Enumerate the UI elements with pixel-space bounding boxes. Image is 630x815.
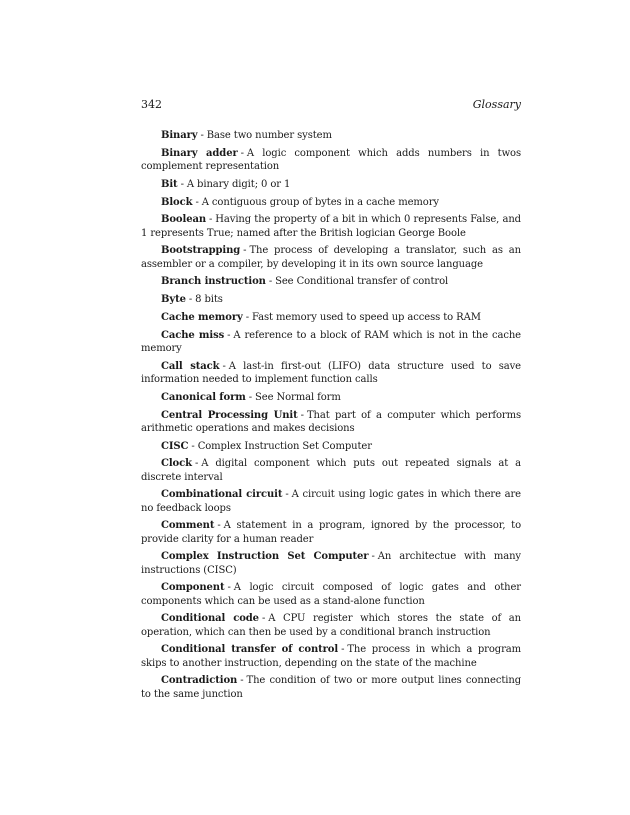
glossary-term: CISC [161, 440, 189, 452]
running-head [141, 98, 521, 112]
term-separator: - [227, 329, 231, 341]
glossary-term: Comment [161, 520, 215, 532]
glossary-entry [141, 581, 521, 607]
glossary-definition: The process in which a program skips to another instruction, depending on the state of the machine [141, 644, 522, 669]
glossary-definition: See Normal form [255, 391, 341, 403]
glossary-entry [141, 244, 521, 270]
glossary-term: Binary adder [161, 147, 238, 159]
glossary-entry [141, 550, 521, 576]
glossary-entry [141, 178, 521, 191]
glossary-entry [141, 674, 521, 700]
glossary-definition: A contiguous group of bytes in a cache memory [201, 196, 439, 208]
glossary-entry [141, 213, 521, 239]
glossary-entry [141, 519, 521, 545]
glossary-definition: A reference to a block of RAM which is not in the cache memory [141, 329, 521, 354]
term-separator: - [261, 613, 266, 625]
glossary-term: Bit [161, 178, 178, 190]
glossary-term: Boolean [161, 214, 207, 226]
glossary-entry [141, 129, 521, 142]
term-separator: - [194, 458, 199, 470]
glossary-definition: A logic component which adds numbers in twos complement representation [141, 147, 521, 172]
glossary-definition: Fast memory used to speed up access to RAM [252, 311, 481, 323]
glossary-definition: A binary digit; 0 or 1 [186, 178, 291, 190]
glossary-term: Binary [161, 130, 198, 141]
section-title: Glossary [472, 98, 521, 111]
term-separator: - [248, 391, 252, 403]
glossary-term: Combinational circuit [161, 489, 283, 501]
glossary-term: Call stack [161, 360, 220, 372]
glossary-definition: Base two number system [206, 130, 332, 141]
glossary-term: Cache memory [161, 311, 243, 323]
glossary-entry [141, 488, 521, 514]
glossary-entry [141, 196, 521, 209]
term-separator: - [209, 214, 213, 226]
glossary-definition: Complex Instruction Set Computer [197, 440, 372, 452]
glossary-entry [141, 440, 521, 453]
glossary-term: Bootstrapping [161, 245, 241, 257]
glossary-definition: The process of developing a translator, such as an assembler or a compiler, by developing it in its own source language [141, 245, 521, 270]
glossary-list [141, 129, 521, 701]
glossary-term: Complex Instruction Set Computer [161, 551, 369, 563]
glossary-definition: That part of a computer which performs arithmetic operations and makes decisions [141, 409, 522, 434]
term-separator: - [217, 520, 221, 532]
glossary-entry [141, 293, 521, 306]
glossary-term: Canonical form [161, 391, 246, 403]
term-separator: - [245, 311, 249, 323]
glossary-entry [141, 275, 521, 288]
glossary-definition: The condition of two or more output lines connecting to the same junction [141, 675, 521, 700]
glossary-term: Cache miss [161, 329, 225, 341]
term-separator: - [240, 147, 244, 159]
glossary-term: Contradiction [161, 675, 238, 687]
glossary-definition: An architectue with many instructions (CISC) [141, 551, 521, 576]
glossary-definition: A logic circuit composed of logic gates and other components which can be used as a stand-alone function [141, 582, 521, 607]
glossary-entry [141, 360, 521, 386]
glossary-term: Component [161, 582, 225, 594]
book-page [141, 98, 521, 705]
term-separator: - [188, 294, 193, 306]
term-separator: - [240, 675, 244, 687]
glossary-entry [141, 391, 521, 404]
term-separator: - [285, 489, 289, 501]
glossary-term: Byte [161, 294, 186, 306]
glossary-term: Central Processing Unit [161, 409, 298, 421]
term-separator: - [180, 178, 184, 190]
glossary-definition: A statement in a program, ignored by the processor, to provide clarity for a human reader [141, 520, 521, 545]
glossary-term: Branch instruction [161, 276, 266, 288]
term-separator: - [191, 440, 195, 452]
glossary-term: Block [161, 196, 193, 208]
glossary-definition: A circuit using logic gates in which there are no feedback loops [141, 489, 521, 514]
glossary-entry [141, 147, 521, 173]
glossary-entry [141, 457, 521, 483]
term-separator: - [341, 644, 345, 656]
term-separator: - [195, 196, 199, 208]
glossary-definition: 8 bits [195, 294, 223, 306]
term-separator: - [227, 582, 231, 594]
glossary-entry [141, 311, 521, 324]
term-separator: - [222, 360, 226, 372]
term-separator: - [243, 245, 247, 257]
glossary-entry [141, 643, 521, 669]
glossary-definition: A CPU register which stores the state of an operation, which can then be used by a conditional branch instruction [141, 613, 521, 638]
glossary-definition: See Conditional transfer of control [275, 276, 449, 288]
glossary-term: Clock [161, 458, 192, 470]
glossary-definition: Having the property of a bit in which 0 represents False, and 1 represents True; named after the British logician George Boole [141, 214, 521, 239]
page-number: 342 [141, 98, 162, 111]
glossary-term: Conditional code [161, 613, 259, 625]
glossary-entry [141, 409, 521, 435]
glossary-term: Conditional transfer of control [161, 644, 339, 656]
term-separator: - [268, 276, 273, 288]
term-separator: - [200, 130, 204, 141]
glossary-definition: A digital component which puts out repeated signals at a discrete interval [141, 458, 521, 483]
term-separator: - [371, 551, 375, 563]
glossary-entry [141, 329, 521, 355]
term-separator: - [300, 409, 304, 421]
glossary-definition: A last-in first-out (LIFO) data structure used to save information needed to implement function calls [141, 360, 522, 385]
glossary-entry [141, 612, 521, 638]
